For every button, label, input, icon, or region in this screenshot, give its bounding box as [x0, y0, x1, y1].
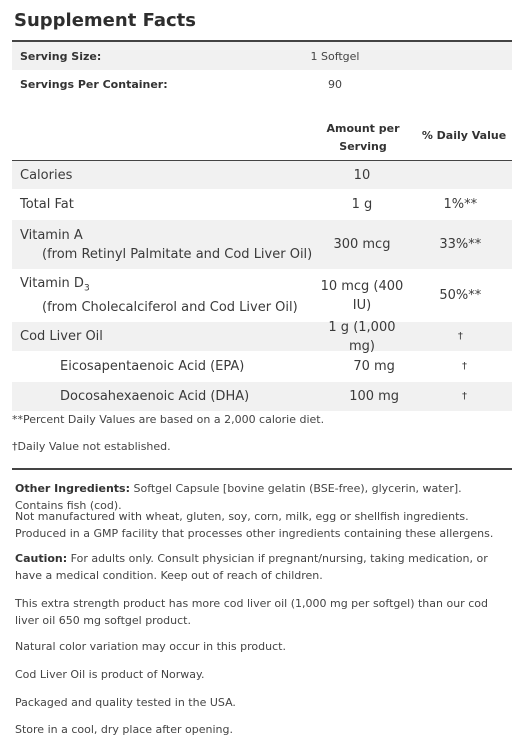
- testing-note: Packaged and quality tested in the USA.: [15, 696, 236, 709]
- nutrient-row-vitamin-a: [12, 220, 512, 270]
- nutrient-dv: †: [457, 331, 463, 342]
- nutrient-dv: 1%**: [443, 197, 478, 212]
- footnote-not-established: †Daily Value not established.: [12, 440, 171, 453]
- nutrient-name: Eicosapentaenoic Acid (EPA): [60, 359, 245, 374]
- nutrient-name: Calories: [20, 167, 73, 183]
- allergen-statement: Not manufactured with wheat, gluten, soy, corn, milk, egg or shellfish ingredients. Produced in a GMP facility that processes other ingredients containing these allergens.: [15, 510, 494, 540]
- nutrient-amount: 100 mg: [349, 389, 400, 404]
- nutrient-table: [12, 161, 512, 412]
- nutrient-amount: 70 mg: [353, 359, 395, 374]
- serving-size-label: Serving Size:: [20, 49, 102, 63]
- section-divider: [12, 468, 512, 470]
- nutrient-amount: 1 g (1,000 mg): [328, 319, 396, 354]
- amount-per-serving-header: Amount per Serving: [326, 122, 400, 153]
- nutrient-name: Total Fat: [20, 197, 74, 212]
- footnote-percent-dv: **Percent Daily Values are based on a 2,000 calorie diet.: [12, 413, 325, 426]
- nutrient-name: Vitamin $D_3$ (from Cholecalciferol and Cod Liver Oil): [12, 274, 315, 318]
- nutrient-amount: 10: [353, 167, 371, 183]
- page-title: Supplement Facts: [14, 10, 196, 31]
- facts-column-header: [12, 116, 512, 162]
- daily-value-header: % Daily Value: [421, 129, 507, 142]
- nutrient-row-cod-liver-oil: [12, 319, 512, 354]
- nutrient-dv: †: [462, 391, 468, 402]
- nutrient-source: (from Cholecalciferol and Cod Liver Oil): [42, 300, 298, 316]
- storage-note: Store in a cool, dry place after opening.: [15, 723, 233, 736]
- nutrient-row-total-fat: [12, 190, 512, 220]
- nutrient-dv: 33%**: [439, 237, 482, 252]
- nutrient-amount: 10 mcg (400 IU): [320, 278, 404, 313]
- caution-statement: Caution: For adults only. Consult physician if pregnant/nursing, taking medication, or have a medical condition. Keep out of reach of children.: [15, 552, 488, 582]
- serving-size-row: [12, 42, 512, 70]
- serving-info: [12, 40, 512, 98]
- strength-statement: This extra strength product has more cod liver oil (1,000 mg per softgel) than our cod liver oil 650 mg softgel product.: [15, 597, 488, 627]
- nutrient-name: Docosahexaenoic Acid (DHA): [60, 389, 250, 404]
- servings-per-container-value: 90: [328, 77, 342, 91]
- origin-note: Cod Liver Oil is product of Norway.: [15, 668, 205, 681]
- nutrient-row-calories: [12, 161, 512, 190]
- nutrient-dv: †: [462, 361, 468, 372]
- nutrient-row-vitamin-d3: [12, 270, 512, 322]
- nutrient-row-epa: [12, 352, 512, 382]
- nutrient-amount: 1 g: [351, 197, 373, 212]
- nutrient-name: Cod Liver Oil: [20, 329, 103, 344]
- nutrient-name: Vitamin A (from Retinyl Palmitate and Cod Liver Oil): [12, 226, 315, 264]
- nutrient-dv: 50%**: [439, 288, 482, 303]
- serving-size-value: 1 Softgel: [310, 49, 360, 63]
- nutrient-amount: 300 mcg: [333, 237, 391, 252]
- servings-per-container-label: Servings Per Container:: [20, 77, 168, 91]
- nutrient-source: (from Retinyl Palmitate and Cod Liver Oil): [42, 246, 313, 262]
- color-variation-note: Natural color variation may occur in this product.: [15, 640, 286, 653]
- nutrient-row-dha: [12, 382, 512, 412]
- other-ingredients: Other Ingredients: Softgel Capsule [bovine gelatin (BSE-free), glycerin, water]. Contains fish (cod).: [15, 482, 462, 512]
- servings-per-container-row: [12, 70, 512, 98]
